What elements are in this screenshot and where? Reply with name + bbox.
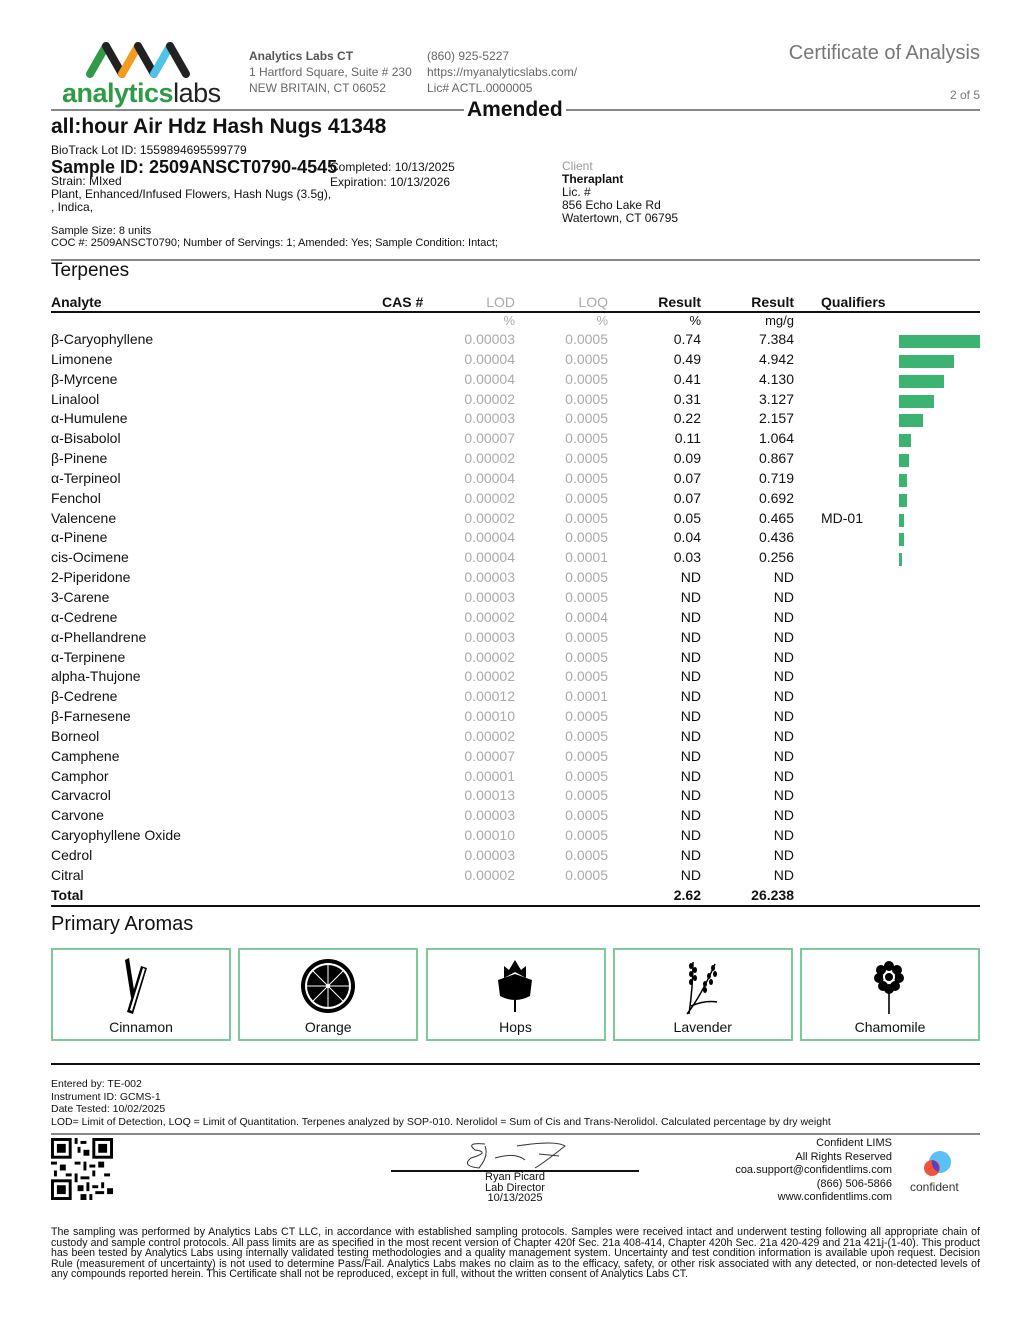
product-name: all:hour Air Hdz Hash Nugs 41348 <box>51 115 387 138</box>
dates <box>330 160 455 190</box>
analyte-name: α-Pinene <box>51 529 108 546</box>
table-row <box>51 807 980 827</box>
table-row <box>51 867 980 887</box>
qr-code-icon[interactable] <box>51 1138 113 1200</box>
table-row <box>51 668 980 688</box>
loq-value: 0.0005 <box>565 588 608 605</box>
lod-value: 0.00002 <box>464 390 515 407</box>
result-bar <box>899 375 944 388</box>
analyte-name: Fenchol <box>51 489 101 506</box>
header-loq: LOQ <box>578 294 608 310</box>
lod-loq-legend: LOD= Limit of Detection, LOQ = Limit of Quantitation. Terpenes analyzed by SOP-010. Nerolidol = Sum of Cis and Trans-Nerolidol. Calculated percentage by dry weight <box>51 1115 831 1128</box>
result-mg: 2.157 <box>758 410 794 427</box>
analyte-name: Limonene <box>51 350 113 367</box>
result-bar <box>899 474 907 487</box>
result-mg: ND <box>773 807 794 824</box>
client-label: Client <box>562 159 593 173</box>
loq-value: 0.0005 <box>565 827 608 844</box>
table-row <box>51 649 980 669</box>
lod-value: 0.00007 <box>464 430 515 447</box>
result-mg: 0.256 <box>758 549 794 566</box>
primary-aromas-title: Primary Aromas <box>51 913 194 935</box>
result-pct: ND <box>680 866 701 883</box>
lavender-icon <box>677 956 727 1016</box>
lod-value: 0.00003 <box>464 846 515 863</box>
analyte-name: α-Humulene <box>51 410 128 427</box>
lab-name: Analytics Labs CT <box>249 49 354 63</box>
signature-icon <box>455 1138 585 1172</box>
loq-value: 0.0005 <box>565 370 608 387</box>
biotrack-lot-id: BioTrack Lot ID: 1559894695599779 <box>51 143 247 157</box>
analyte-name: β-Caryophyllene <box>51 331 154 347</box>
lod-value: 0.00003 <box>464 331 515 347</box>
lod-value: 0.00004 <box>464 350 515 367</box>
document-title: Certificate of Analysis <box>788 42 980 64</box>
result-pct: ND <box>680 708 701 725</box>
aroma-label: Hops <box>499 1019 532 1035</box>
result-bar <box>899 414 923 427</box>
result-pct: ND <box>680 747 701 764</box>
header-qualifiers: Qualifiers <box>821 294 886 310</box>
result-mg: 0.867 <box>758 450 794 467</box>
loq-value: 0.0005 <box>565 787 608 804</box>
result-bar <box>899 355 954 368</box>
strain: Strain: MIxed <box>51 174 122 188</box>
signer-title: Lab Director <box>485 1181 545 1194</box>
confident-logo-icon <box>910 1150 960 1180</box>
amended-label: Amended <box>464 98 566 122</box>
lims-info <box>735 1137 892 1205</box>
loq-value: 0.0005 <box>565 390 608 407</box>
result-mg: ND <box>773 648 794 665</box>
table-row <box>51 351 980 371</box>
result-pct: ND <box>680 648 701 665</box>
signer-name: Ryan Picard <box>485 1171 545 1183</box>
analyte-name: Carvone <box>51 807 104 824</box>
footer-divider <box>51 1133 980 1135</box>
lab-contact <box>427 48 577 96</box>
analyte-name: α-Phellandrene <box>51 628 147 645</box>
lod-value: 0.00010 <box>464 708 515 725</box>
loq-value: 0.0001 <box>565 688 608 705</box>
result-mg: ND <box>773 787 794 804</box>
result-pct: ND <box>680 787 701 804</box>
confident-brand: confident <box>910 1180 959 1194</box>
loq-value: 0.0005 <box>565 529 608 546</box>
table-row <box>51 827 980 847</box>
lod-value: 0.00002 <box>464 648 515 665</box>
analyte-name: α-Terpineol <box>51 469 121 486</box>
result-pct: 0.05 <box>673 509 701 526</box>
result-mg: ND <box>773 866 794 883</box>
loq-value: 0.0005 <box>565 450 608 467</box>
result-pct: 0.03 <box>673 549 701 566</box>
lims-name: Confident LIMS <box>816 1137 892 1149</box>
table-row <box>51 847 980 867</box>
table-row <box>51 629 980 649</box>
result-mg: ND <box>773 688 794 705</box>
analyte-name: 3-Carene <box>51 588 110 605</box>
table-row <box>51 708 980 728</box>
result-bar <box>899 454 909 467</box>
loq-value: 0.0005 <box>565 866 608 883</box>
sample-size: Sample Size: 8 units <box>51 225 152 237</box>
lod-value: 0.00013 <box>464 787 515 804</box>
result-mg: ND <box>773 569 794 586</box>
analyte-name: Caryophyllene Oxide <box>51 827 181 844</box>
result-mg: 0.465 <box>758 509 794 526</box>
analyte-name: cis-Ocimene <box>51 549 129 566</box>
qualifier: MD-01 <box>821 509 864 526</box>
result-mg: 7.384 <box>758 331 794 347</box>
result-pct: 0.74 <box>673 331 701 347</box>
analysis-notes <box>51 1078 831 1128</box>
entered-by: Entered by: TE-002 <box>51 1078 142 1090</box>
table-row <box>51 549 980 569</box>
lod-value: 0.00003 <box>464 807 515 824</box>
result-mg: ND <box>773 708 794 725</box>
result-pct: 0.49 <box>673 350 701 367</box>
disclaimer: The sampling was performed by Analytics Labs CT LLC, in accordance with established sampling protocols. Samples were received intact and underwent testing following all appropriate chain of custody and sample control protocols. All pass limits are as specified in the most recent version of Chapter 420f Sec. 21a 408-414, Chapter 420h Sec. 21a 420-429 and 21a 421j-(1-40). This product has been tested by Analytics Labs using internally validated testing methodologies and a quality management system. Uncertainty and test condition information is available upon request. Decision Rule (measurement of uncertainty) is not used to determine Pass/Fail. Analytics Labs makes no claim as to the efficacy, safety, or other risk associated with any detected, or non-detected levels of any compounds reported herein. This Certificate shall not be reproduced, except in full, without the written consent of Analytics Labs CT. <box>51 1226 980 1280</box>
analytics-labs-logo <box>62 78 221 109</box>
analyte-name: β-Farnesene <box>51 708 131 725</box>
lod-value: 0.00010 <box>464 827 515 844</box>
lod-value: 0.00003 <box>464 588 515 605</box>
table-row <box>51 430 980 450</box>
result-pct: ND <box>680 727 701 744</box>
table-row <box>51 529 980 549</box>
client-license: Lic. # <box>562 185 591 199</box>
analyte-name: Citral <box>51 866 84 883</box>
result-pct: ND <box>680 588 701 605</box>
header-analyte: Analyte <box>51 294 102 310</box>
lab-license: Lic# ACTL.0000005 <box>427 81 533 95</box>
result-mg: 0.436 <box>758 529 794 546</box>
unit-loq: % <box>596 313 608 328</box>
loq-value: 0.0005 <box>565 569 608 586</box>
lod-value: 0.00004 <box>464 469 515 486</box>
result-mg: ND <box>773 846 794 863</box>
result-pct: 0.07 <box>673 489 701 506</box>
loq-value: 0.0005 <box>565 668 608 685</box>
result-pct: 0.22 <box>673 410 701 427</box>
loq-value: 0.0005 <box>565 708 608 725</box>
analytics-labs-logo-mark-icon <box>84 38 194 80</box>
aroma-label: Cinnamon <box>109 1019 173 1035</box>
lod-value: 0.00002 <box>464 866 515 883</box>
orange-slice-icon <box>300 956 356 1016</box>
loq-value: 0.0005 <box>565 846 608 863</box>
lod-value: 0.00002 <box>464 509 515 526</box>
result-pct: ND <box>680 608 701 625</box>
table-row <box>51 450 980 470</box>
sample-id: Sample ID: 2509ANSCT0790-4545 <box>51 157 338 177</box>
lod-value: 0.00002 <box>464 489 515 506</box>
loq-value: 0.0005 <box>565 410 608 427</box>
analyte-name: Cedrol <box>51 846 93 863</box>
lod-value: 0.00003 <box>464 410 515 427</box>
result-mg: 1.064 <box>758 430 794 447</box>
flower-icon <box>864 956 914 1016</box>
loq-value: 0.0005 <box>565 767 608 784</box>
result-mg: ND <box>773 608 794 625</box>
result-pct: 0.04 <box>673 529 701 546</box>
table-units-row <box>51 313 980 329</box>
result-mg: ND <box>773 747 794 764</box>
client-address1: 856 Echo Lake Rd <box>562 198 661 212</box>
terpenes-section-title: Terpenes <box>51 260 130 281</box>
section-divider <box>51 259 980 261</box>
aroma-card-cinnamon <box>51 948 231 1041</box>
result-pct: 0.31 <box>673 390 701 407</box>
result-pct: ND <box>680 827 701 844</box>
table-row <box>51 728 980 748</box>
analyte-name: β-Cedrene <box>51 688 118 705</box>
analyte-name: α-Bisabolol <box>51 430 121 447</box>
lod-value: 0.00002 <box>464 727 515 744</box>
page-number: 2 of 5 <box>949 88 980 102</box>
lims-url[interactable]: www.confidentlims.com <box>777 1191 892 1203</box>
table-row <box>51 331 980 351</box>
loq-value: 0.0005 <box>565 747 608 764</box>
table-row <box>51 748 980 768</box>
loq-value: 0.0005 <box>565 430 608 447</box>
result-pct: ND <box>680 628 701 645</box>
result-pct: 0.41 <box>673 370 701 387</box>
result-pct: 0.09 <box>673 450 701 467</box>
lab-address-line1: 1 Hartford Square, Suite # 230 <box>249 65 412 79</box>
result-bar <box>899 533 904 546</box>
lab-info <box>249 48 412 96</box>
analyte-name: α-Terpinene <box>51 648 126 665</box>
loq-value: 0.0005 <box>565 489 608 506</box>
table-row <box>51 490 980 510</box>
lod-value: 0.00007 <box>464 747 515 764</box>
coc-info: COC #: 2509ANSCT0790; Number of Servings: 1; Amended: Yes; Sample Condition: Intact; <box>51 237 498 249</box>
result-bar <box>899 514 904 527</box>
lims-rights: All Rights Reserved <box>795 1150 892 1163</box>
analyte-name: Valencene <box>51 509 117 526</box>
aroma-card-orange <box>238 948 418 1041</box>
result-bar <box>899 335 980 348</box>
table-row <box>51 609 980 629</box>
lod-value: 0.00002 <box>464 608 515 625</box>
lod-value: 0.00004 <box>464 529 515 546</box>
analyte-name: β-Pinene <box>51 450 108 467</box>
loq-value: 0.0005 <box>565 807 608 824</box>
logo-text-bold: analytics <box>62 78 174 108</box>
client-address2: Watertown, CT 06795 <box>562 211 679 225</box>
lod-value: 0.00004 <box>464 549 515 566</box>
result-mg: ND <box>773 827 794 844</box>
header-result-pct: Result <box>658 294 701 310</box>
total-row <box>51 887 980 907</box>
product-meta <box>51 175 331 214</box>
signer-block <box>391 1172 639 1204</box>
analyte-name: α-Cedrene <box>51 608 118 625</box>
table-row <box>51 510 980 530</box>
lod-value: 0.00012 <box>464 688 515 705</box>
lod-value: 0.00004 <box>464 370 515 387</box>
aroma-label: Chamomile <box>854 1019 926 1035</box>
result-mg: ND <box>773 628 794 645</box>
lims-email[interactable]: coa.support@confidentlims.com <box>735 1164 892 1176</box>
result-pct: ND <box>680 688 701 705</box>
loq-value: 0.0005 <box>565 648 608 665</box>
result-pct: 0.11 <box>674 430 701 447</box>
lod-value: 0.00003 <box>464 628 515 645</box>
result-pct: ND <box>680 807 701 824</box>
unit-result-mg: mg/g <box>765 313 794 328</box>
analyte-name: β-Myrcene <box>51 370 118 387</box>
unit-lod: % <box>503 313 515 328</box>
loq-value: 0.0005 <box>565 469 608 486</box>
result-mg: 0.692 <box>758 489 794 506</box>
loq-value: 0.0004 <box>565 608 608 625</box>
header-cas: CAS # <box>382 294 424 310</box>
product-category: Plant, Enhanced/Infused Flowers, Hash Nugs (3.5g), <box>51 187 332 201</box>
loq-value: 0.0005 <box>565 727 608 744</box>
table-row <box>51 470 980 490</box>
total-mg: 26.238 <box>751 886 794 903</box>
loq-value: 0.0005 <box>565 509 608 526</box>
aroma-card-lavender <box>613 948 793 1041</box>
completed-date: Completed: 10/13/2025 <box>330 160 455 174</box>
analyte-name: Borneol <box>51 727 100 744</box>
result-mg: ND <box>773 767 794 784</box>
terpenes-table-body <box>51 331 980 907</box>
analyte-name: 2-Piperidone <box>51 569 131 586</box>
loq-value: 0.0005 <box>565 331 608 347</box>
result-mg: 4.130 <box>758 370 794 387</box>
sample-details <box>51 225 498 249</box>
lab-address-line2: NEW BRITAIN, CT 06052 <box>249 81 386 95</box>
lod-value: 0.00001 <box>464 767 515 784</box>
result-mg: ND <box>773 727 794 744</box>
hops-icon <box>490 956 540 1016</box>
lod-value: 0.00003 <box>464 569 515 586</box>
analyte-name: alpha-Thujone <box>51 668 141 685</box>
result-pct: 0.07 <box>673 469 701 486</box>
result-pct: ND <box>680 569 701 586</box>
total-pct: 2.62 <box>673 886 701 903</box>
table-row <box>51 410 980 430</box>
aroma-card-chamomile <box>800 948 980 1041</box>
result-mg: ND <box>773 668 794 685</box>
analyte-name: Linalool <box>51 390 100 407</box>
result-bar <box>899 494 907 507</box>
table-row <box>51 768 980 788</box>
result-mg: ND <box>773 588 794 605</box>
aroma-label: Lavender <box>673 1019 732 1035</box>
lab-phone: (860) 925-5227 <box>427 49 510 63</box>
lod-value: 0.00002 <box>464 450 515 467</box>
table-row <box>51 787 980 807</box>
table-row <box>51 391 980 411</box>
analyte-name: Carvacrol <box>51 787 111 804</box>
result-bar <box>899 395 934 408</box>
loq-value: 0.0001 <box>565 549 608 566</box>
loq-value: 0.0005 <box>565 350 608 367</box>
table-row <box>51 371 980 391</box>
product-type: , Indica, <box>51 200 94 214</box>
header-result-mg: Result <box>751 294 794 310</box>
analyte-name: Camphene <box>51 747 120 764</box>
aroma-label: Orange <box>304 1019 352 1035</box>
result-mg: 4.942 <box>758 350 794 367</box>
client-info <box>562 160 678 225</box>
result-bar <box>899 553 902 566</box>
result-mg: 0.719 <box>758 469 794 486</box>
analyte-name: Camphor <box>51 767 109 784</box>
result-bar <box>899 434 911 447</box>
lod-value: 0.00002 <box>464 668 515 685</box>
result-mg: 3.127 <box>758 390 794 407</box>
date-tested: Date Tested: 10/02/2025 <box>51 1103 166 1115</box>
cinnamon-icon <box>115 956 165 1016</box>
aromas-grid <box>51 948 980 1041</box>
table-row <box>51 589 980 609</box>
client-name: Theraplant <box>562 172 624 186</box>
header-lod: LOD <box>486 294 515 310</box>
table-row <box>51 569 980 589</box>
result-pct: ND <box>680 767 701 784</box>
total-label: Total <box>51 886 84 903</box>
result-pct: ND <box>680 846 701 863</box>
lab-url[interactable]: https://myanalyticslabs.com/ <box>427 65 578 79</box>
table-header <box>51 294 980 313</box>
unit-result-pct: % <box>689 313 701 328</box>
loq-value: 0.0005 <box>565 628 608 645</box>
table-row <box>51 688 980 708</box>
lims-phone: (866) 506-5866 <box>816 1177 892 1190</box>
logo-text-thin: labs <box>173 78 221 108</box>
instrument-id: Instrument ID: GCMS-1 <box>51 1090 161 1103</box>
expiration-date: Expiration: 10/13/2026 <box>330 175 451 189</box>
result-pct: ND <box>680 668 701 685</box>
aroma-card-hops <box>426 948 606 1041</box>
signed-date: 10/13/2025 <box>487 1192 543 1204</box>
aromas-divider <box>51 1063 980 1065</box>
